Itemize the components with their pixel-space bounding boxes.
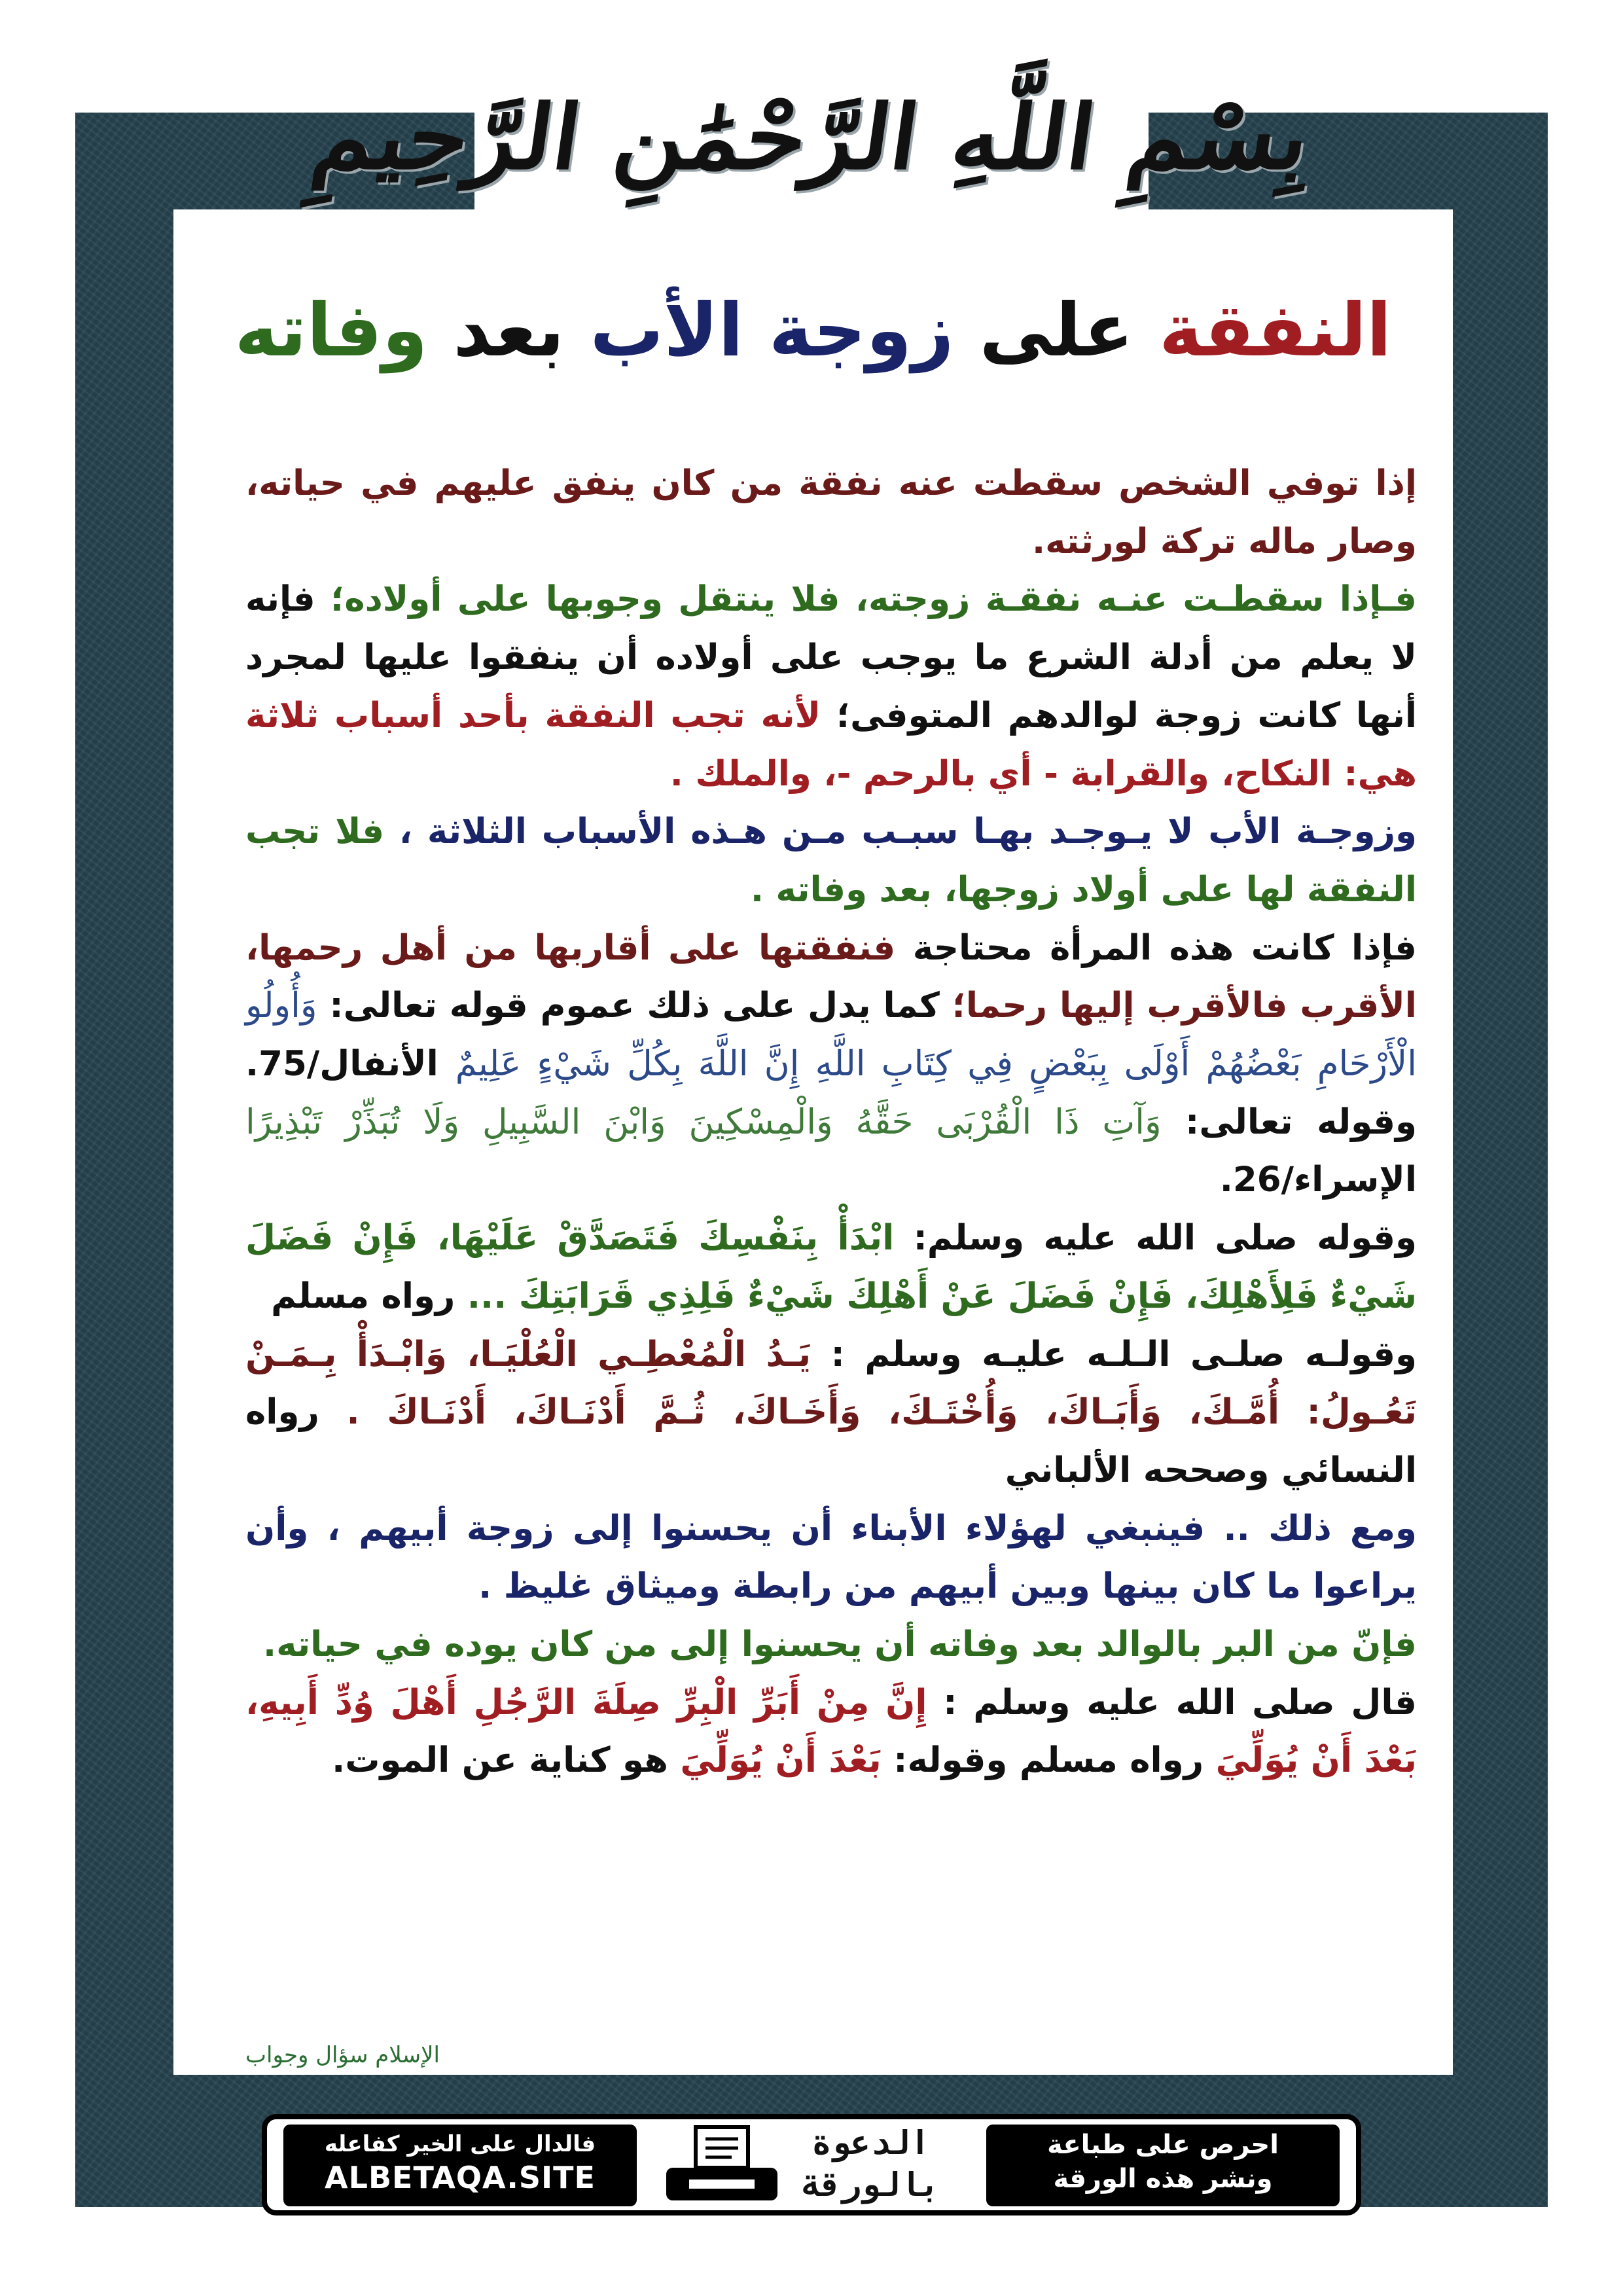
logo-line-1: الدعوة bbox=[812, 2124, 930, 2162]
hadith-3: إِنَّ مِنْ أَبَرِّ الْبِرِّ صِلَةَ الرَّجُلِ أَهْلَ وُدِّ أَبِيهِ، بَعْدَ أَنْ يُوَلِّيَ bbox=[245, 1682, 1417, 1781]
page-title bbox=[173, 288, 1453, 373]
hadith-4: بَعْدَ أَنْ يُوَلِّيَ bbox=[680, 1740, 882, 1781]
text-s4c: كما يدل على ذلك عموم قوله تعالى: bbox=[329, 986, 940, 1026]
text-s2a: فـإذا سقطـت عنـه نفقـة زوجته، فلا ينتقل وجوبها على أولاده؛ bbox=[330, 579, 1417, 620]
hadith-1: ابْدَأْ بِنَفْسِكَ فَتَصَدَّقْ عَلَيْهَا، فَإِنْ فَضَلَ شَيْءٌ فَلِأَهْلِكَ، فَإِنْ فَضَلَ عَنْ أَهْلِكَ شَيْءٌ فَلِذِي قَرَابَتِكَ ... bbox=[245, 1218, 1417, 1316]
text-s10: قال صلى الله عليه وسلم : bbox=[943, 1682, 1417, 1723]
text-s12: هو كناية عن الموت. bbox=[332, 1740, 668, 1781]
title-word-3: زوجة الأب bbox=[590, 288, 954, 373]
footer-slogan: فالدال على الخير كفاعله bbox=[324, 2131, 596, 2157]
title-word-4: بعد bbox=[453, 288, 565, 373]
dawa-logo bbox=[797, 2122, 944, 2210]
text-s7: وقولـه صلـى الـلـه عليـه وسلم : bbox=[830, 1334, 1417, 1374]
title-word-1: النفقة bbox=[1159, 288, 1392, 373]
basmala-header bbox=[306, 39, 1317, 236]
text-s5: وقوله تعالى: bbox=[1185, 1102, 1417, 1142]
hadith-ref-1: رواه مسلم bbox=[271, 1276, 455, 1316]
paragraph-6 bbox=[245, 1326, 1417, 1500]
hadith-ref-2: رواه النسائي وصححه الألباني bbox=[245, 1392, 1417, 1490]
paragraph-3 bbox=[245, 803, 1417, 919]
basmala-calligraphy: بِسْمِ اللَّهِ الرَّحْمَٰنِ الرَّحِيمِ bbox=[306, 85, 1317, 190]
title-word-5: وفاته bbox=[234, 288, 428, 373]
text-s2b: فإنه لا يعلم من أدلة الشرع ما يوجب على أولاده أن ينفقوا عليها لمجرد أنها كانت زوجة لوالدهم المتوفى؛ bbox=[245, 579, 1418, 736]
footer-print-reminder bbox=[986, 2125, 1340, 2206]
verse-ref-1: الأنفال/75. bbox=[245, 1044, 438, 1085]
paragraph-5 bbox=[245, 1210, 1417, 1325]
paragraph-7 bbox=[245, 1500, 1417, 1616]
printer-icon bbox=[660, 2125, 784, 2206]
text-s11: وقوله: bbox=[893, 1740, 1008, 1781]
logo-line-2: بالورقة bbox=[802, 2166, 940, 2204]
reminder-line-2: ونشر هذه الورقة bbox=[1053, 2164, 1273, 2194]
paragraph-8 bbox=[245, 1616, 1417, 1674]
content-panel bbox=[173, 209, 1453, 2075]
title-word-2: على bbox=[979, 288, 1134, 373]
paragraph-9 bbox=[245, 1674, 1417, 1790]
footer-website-box bbox=[283, 2125, 637, 2206]
text-s4a: فإذا كانت هذه المرأة محتاجة bbox=[912, 927, 1417, 968]
hadith-ref-3: رواه مسلم bbox=[1019, 1740, 1204, 1781]
quran-verse-2: وَآتِ ذَا الْقُرْبَى حَقَّهُ وَالْمِسْكِينَ وَابْنَ السَّبِيلِ وَلَا تُبَذِّرْ تَبْذِيرًا bbox=[245, 1102, 1162, 1142]
quran-verse-1: وَأُولُو الْأَرْحَامِ بَعْضُهُمْ أَوْلَى بِبَعْضٍ فِي كِتَابِ اللَّهِ إِنَّ اللَّهَ بِكُلِّ شَيْءٍ عَلِيمٌ bbox=[245, 986, 1417, 1085]
text-s8a: ومع ذلك .. فينبغي لهؤلاء الأبناء أن يحسنوا إلى زوجة أبيهم ، وأن يراعوا ما كان بينها وبين أبيهم من رابطة وميثاق غليظ . bbox=[245, 1508, 1417, 1607]
paragraph-2 bbox=[245, 571, 1417, 803]
paragraph-1 bbox=[245, 455, 1417, 571]
text-s3b: فلا تجب النفقة لها على أولاد زوجها، بعد وفاته . bbox=[245, 812, 1417, 910]
text-s4b: فنفقتها على أقاربها من أهل رحمها، الأقرب فالأقرب إليها رحما؛ bbox=[245, 927, 1417, 1026]
text-s2c: لأنه تجب النفقة بأحد أسباب ثلاثة هي: النكاح، والقرابة - أي بالرحم -، والملك . bbox=[245, 695, 1417, 794]
reminder-line-1: احرص على طباعة bbox=[1047, 2130, 1279, 2160]
paragraph-4 bbox=[245, 920, 1417, 1210]
text-s3a: وزوجـة الأب لا يـوجـد بهـا سبـب مـن هـذه الأسباب الثلاثة ، bbox=[399, 812, 1418, 852]
text-s9: فإنّ من البر بالوالد بعد وفاته أن يحسنوا إلى من كان يوده في حياته. bbox=[262, 1624, 1417, 1665]
text-s1: إذا توفي الشخص سقطت عنه نفقة من كان ينفق عليهم في حياته، وصار ماله تركة لورثته. bbox=[245, 463, 1417, 562]
hadith-2: يَـدُ الْمُعْطِـي الْعُلْيَـا، وَابْـدَأْ بِـمَـنْ تَعُـولُ: أُمَّـكَ، وَأَبَـاكَ، وَأُخْتَـكَ، وَأَخَـاكَ، ثُـمَّ أَدْنَـاكَ، أَدْنَـاكَ . bbox=[245, 1334, 1417, 1433]
footer-website-link[interactable]: ALBETAQA.SITE bbox=[325, 2160, 596, 2195]
verse-ref-2: الإسراء/26. bbox=[1219, 1160, 1417, 1200]
source-credit: الإسلام سؤال وجواب bbox=[245, 2042, 440, 2068]
article-body bbox=[245, 455, 1417, 1790]
text-s6: وقوله صلى الله عليه وسلم: bbox=[913, 1218, 1417, 1259]
footer-bar bbox=[262, 2114, 1361, 2215]
